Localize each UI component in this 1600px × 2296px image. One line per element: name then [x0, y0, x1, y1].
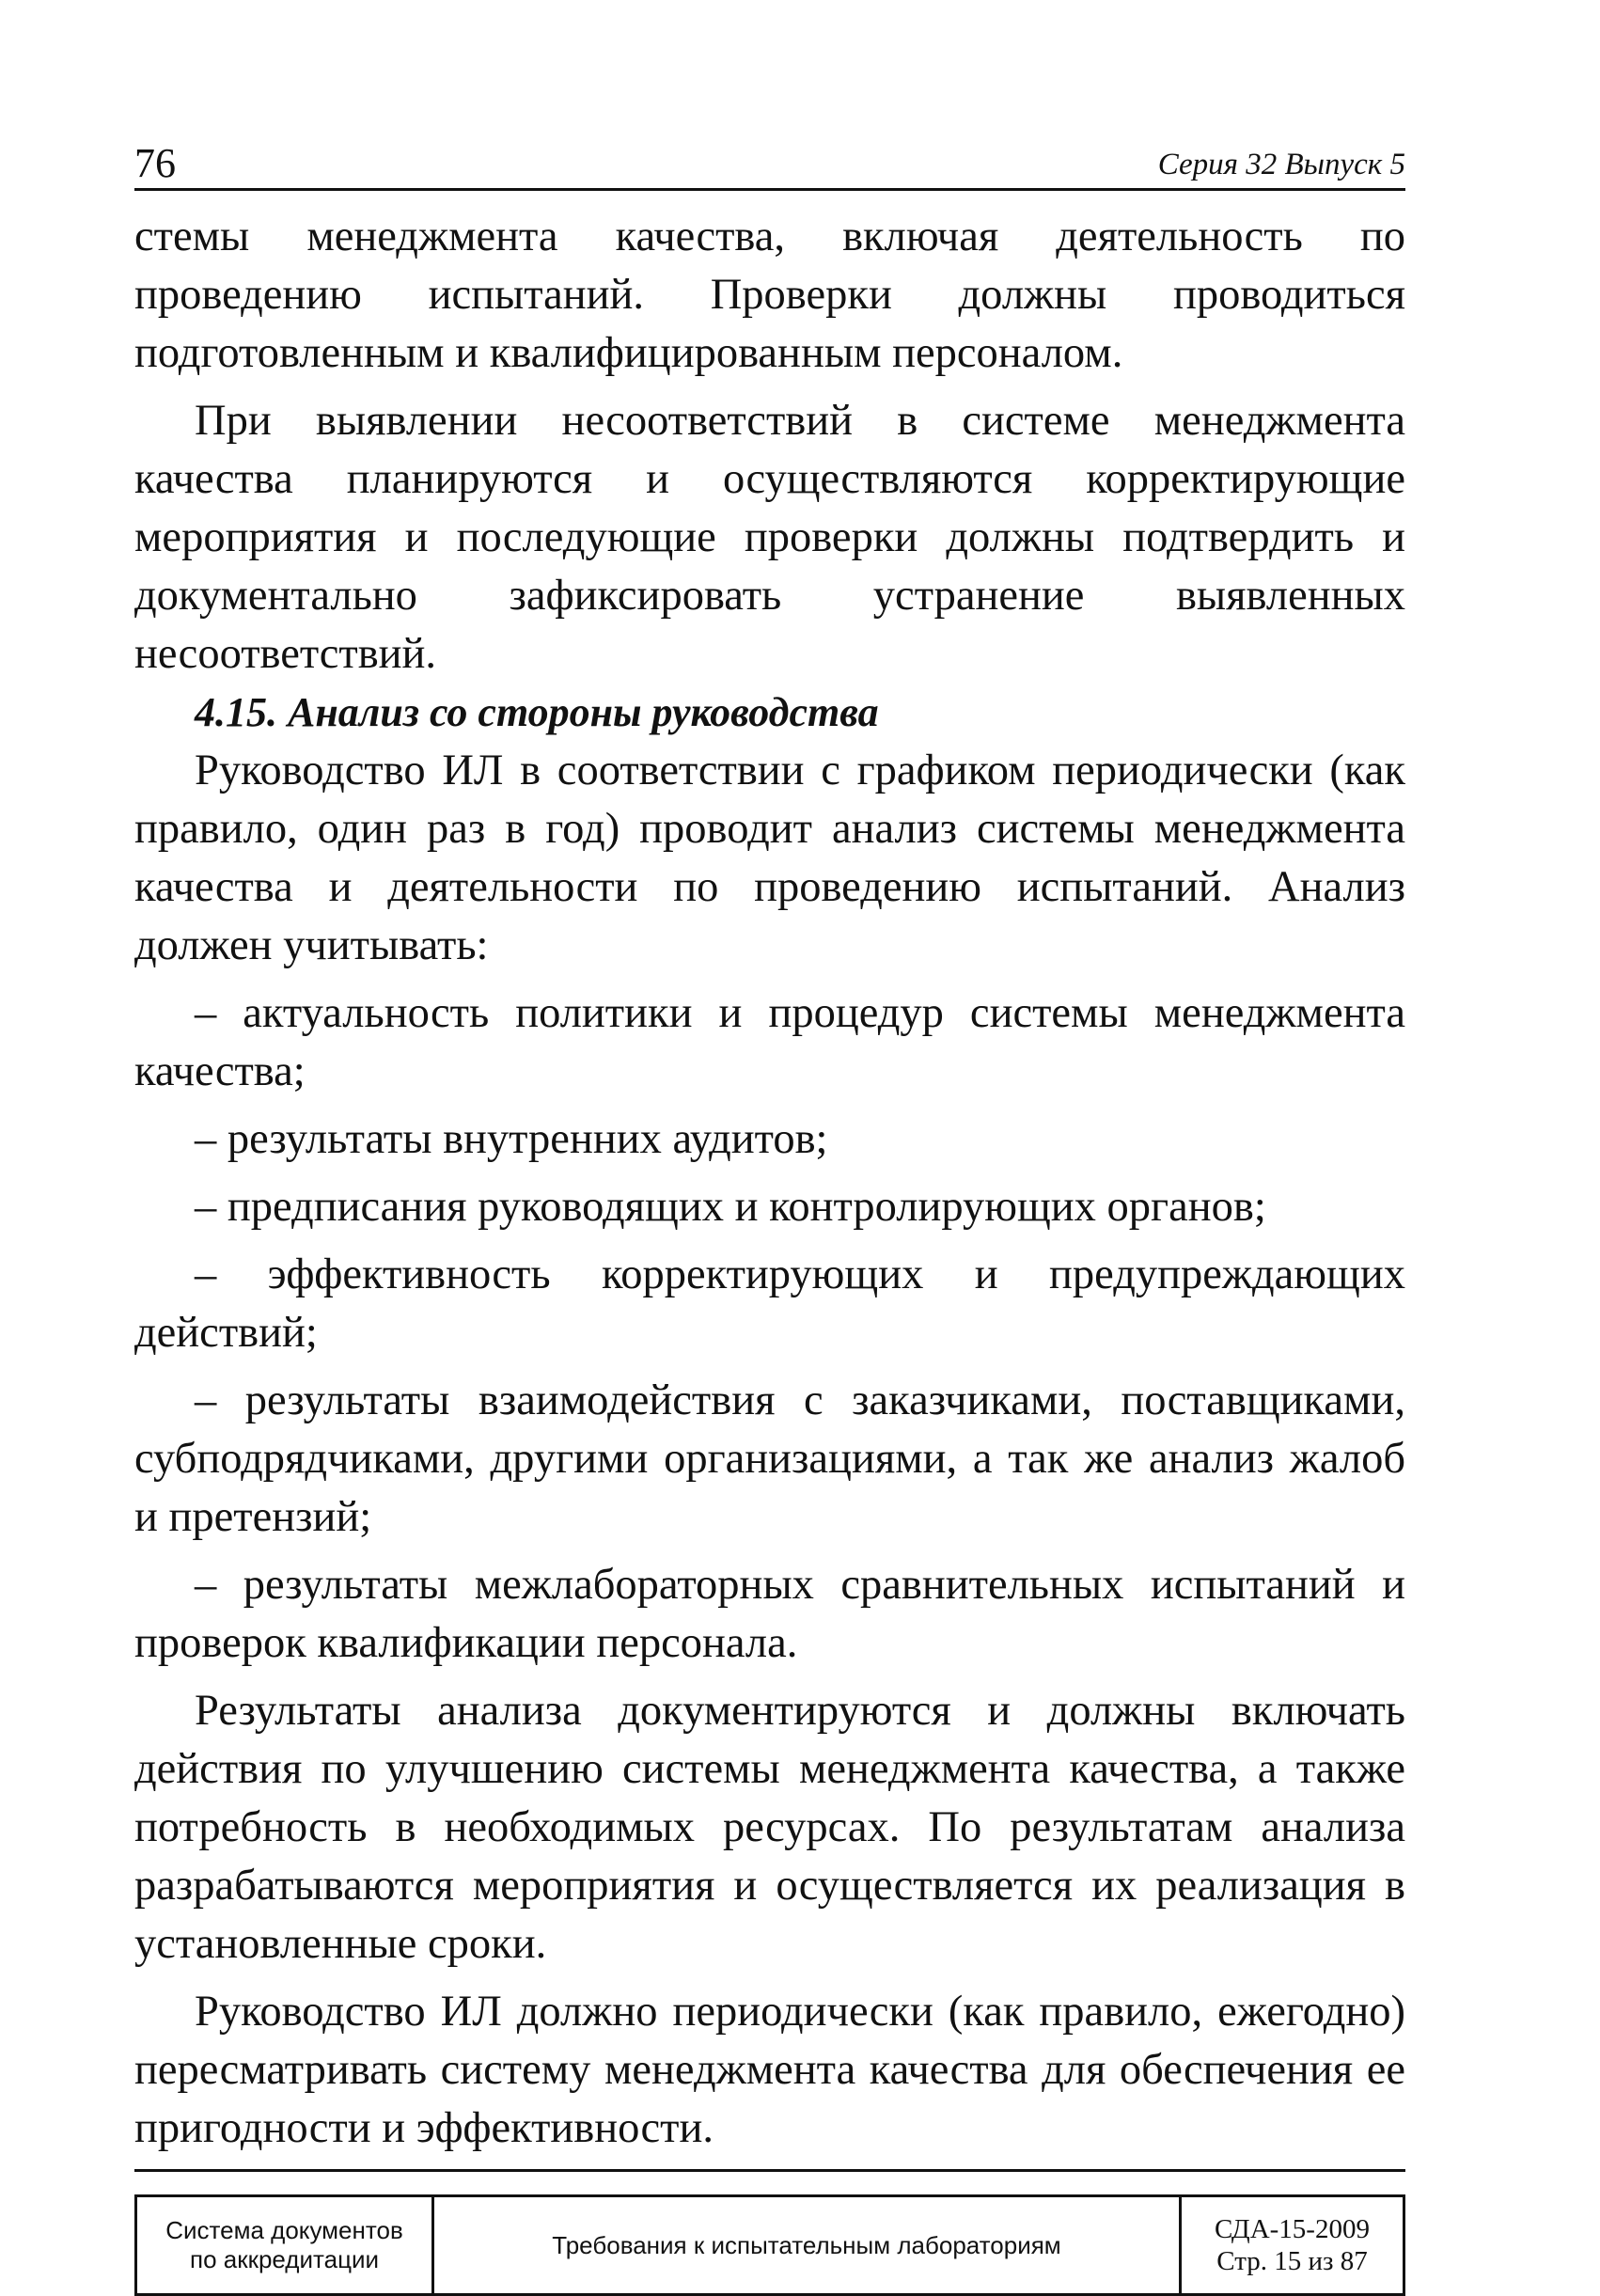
- continuation-paragraph: стемы менеджмента качества, включая деятельность по проведению испытаний. Проверки должны проводиться подготовленным и квалифицированным персоналом.: [134, 212, 1405, 377]
- footer-document-system: [137, 2197, 434, 2293]
- page-number: 76: [134, 140, 176, 186]
- footer-document-system-line1: Система документов: [165, 2216, 403, 2244]
- footer-document-code: [1179, 2197, 1403, 2293]
- footer-document-title: Требования к испытательным лабораториям: [552, 2230, 1061, 2259]
- review-item: – результаты взаимодействия с заказчиками, поставщиками, субподрядчиками, другими организациями, а так же анализ жалоб и претензий;: [134, 1376, 1405, 1541]
- revision-paragraph: Руководство ИЛ должно периодически (как правило, ежегодно) пересматривать систему менеджмента качества для обеспечения ее пригодности и эффективности.: [134, 1988, 1405, 2152]
- footer-document-code-line1: СДА-15-2009: [1215, 2214, 1370, 2244]
- review-item: – результаты межлабораторных сравнительных испытаний и проверок квалификации персонала.: [134, 1561, 1405, 1667]
- review-item: – предписания руководящих и контролирующих органов;: [195, 1183, 1266, 1231]
- document-page: [134, 132, 1405, 2296]
- nonconformity-paragraph: При выявлении несоответствий в системе менеджмента качества планируются и осуществляются корректирующие мероприятия и последующие проверки должны подтвердить и документально зафиксировать устранение выявленных несоответствий.: [134, 397, 1405, 678]
- footer-document-system-line2: по аккредитации: [189, 2245, 380, 2273]
- footer-page-counter: Стр. 15 из 87: [1216, 2246, 1368, 2276]
- review-intro-paragraph: Руководство ИЛ в соответствии с графиком периодически (как правило, один раз в год) проводит анализ системы менеджмента качества и деятельности по проведению испытаний. Анализ должен учитывать:: [134, 747, 1405, 969]
- review-item: – результаты внутренних аудитов;: [195, 1115, 828, 1163]
- bottom-rule: [134, 2169, 1405, 2172]
- review-item: – актуальность политики и процедур системы менеджмента качества;: [134, 989, 1405, 1095]
- results-paragraph: Результаты анализа документируются и должны включать действия по улучшению системы менеджмента качества, а также потребность в необходимых ресурсах. По результатам анализа разрабатываются мероприятия и осуществляется их реализация в установленные сроки.: [134, 1687, 1405, 1968]
- review-item: – эффективность корректирующих и предупреждающих действий;: [134, 1250, 1405, 1357]
- body-text: [134, 208, 1405, 2158]
- footer-table: [134, 2194, 1405, 2296]
- section-heading: 4.15. Анализ со стороны руководства: [195, 689, 879, 735]
- series-label: Серия 32 Выпуск 5: [1157, 148, 1405, 181]
- running-header: [134, 132, 1405, 191]
